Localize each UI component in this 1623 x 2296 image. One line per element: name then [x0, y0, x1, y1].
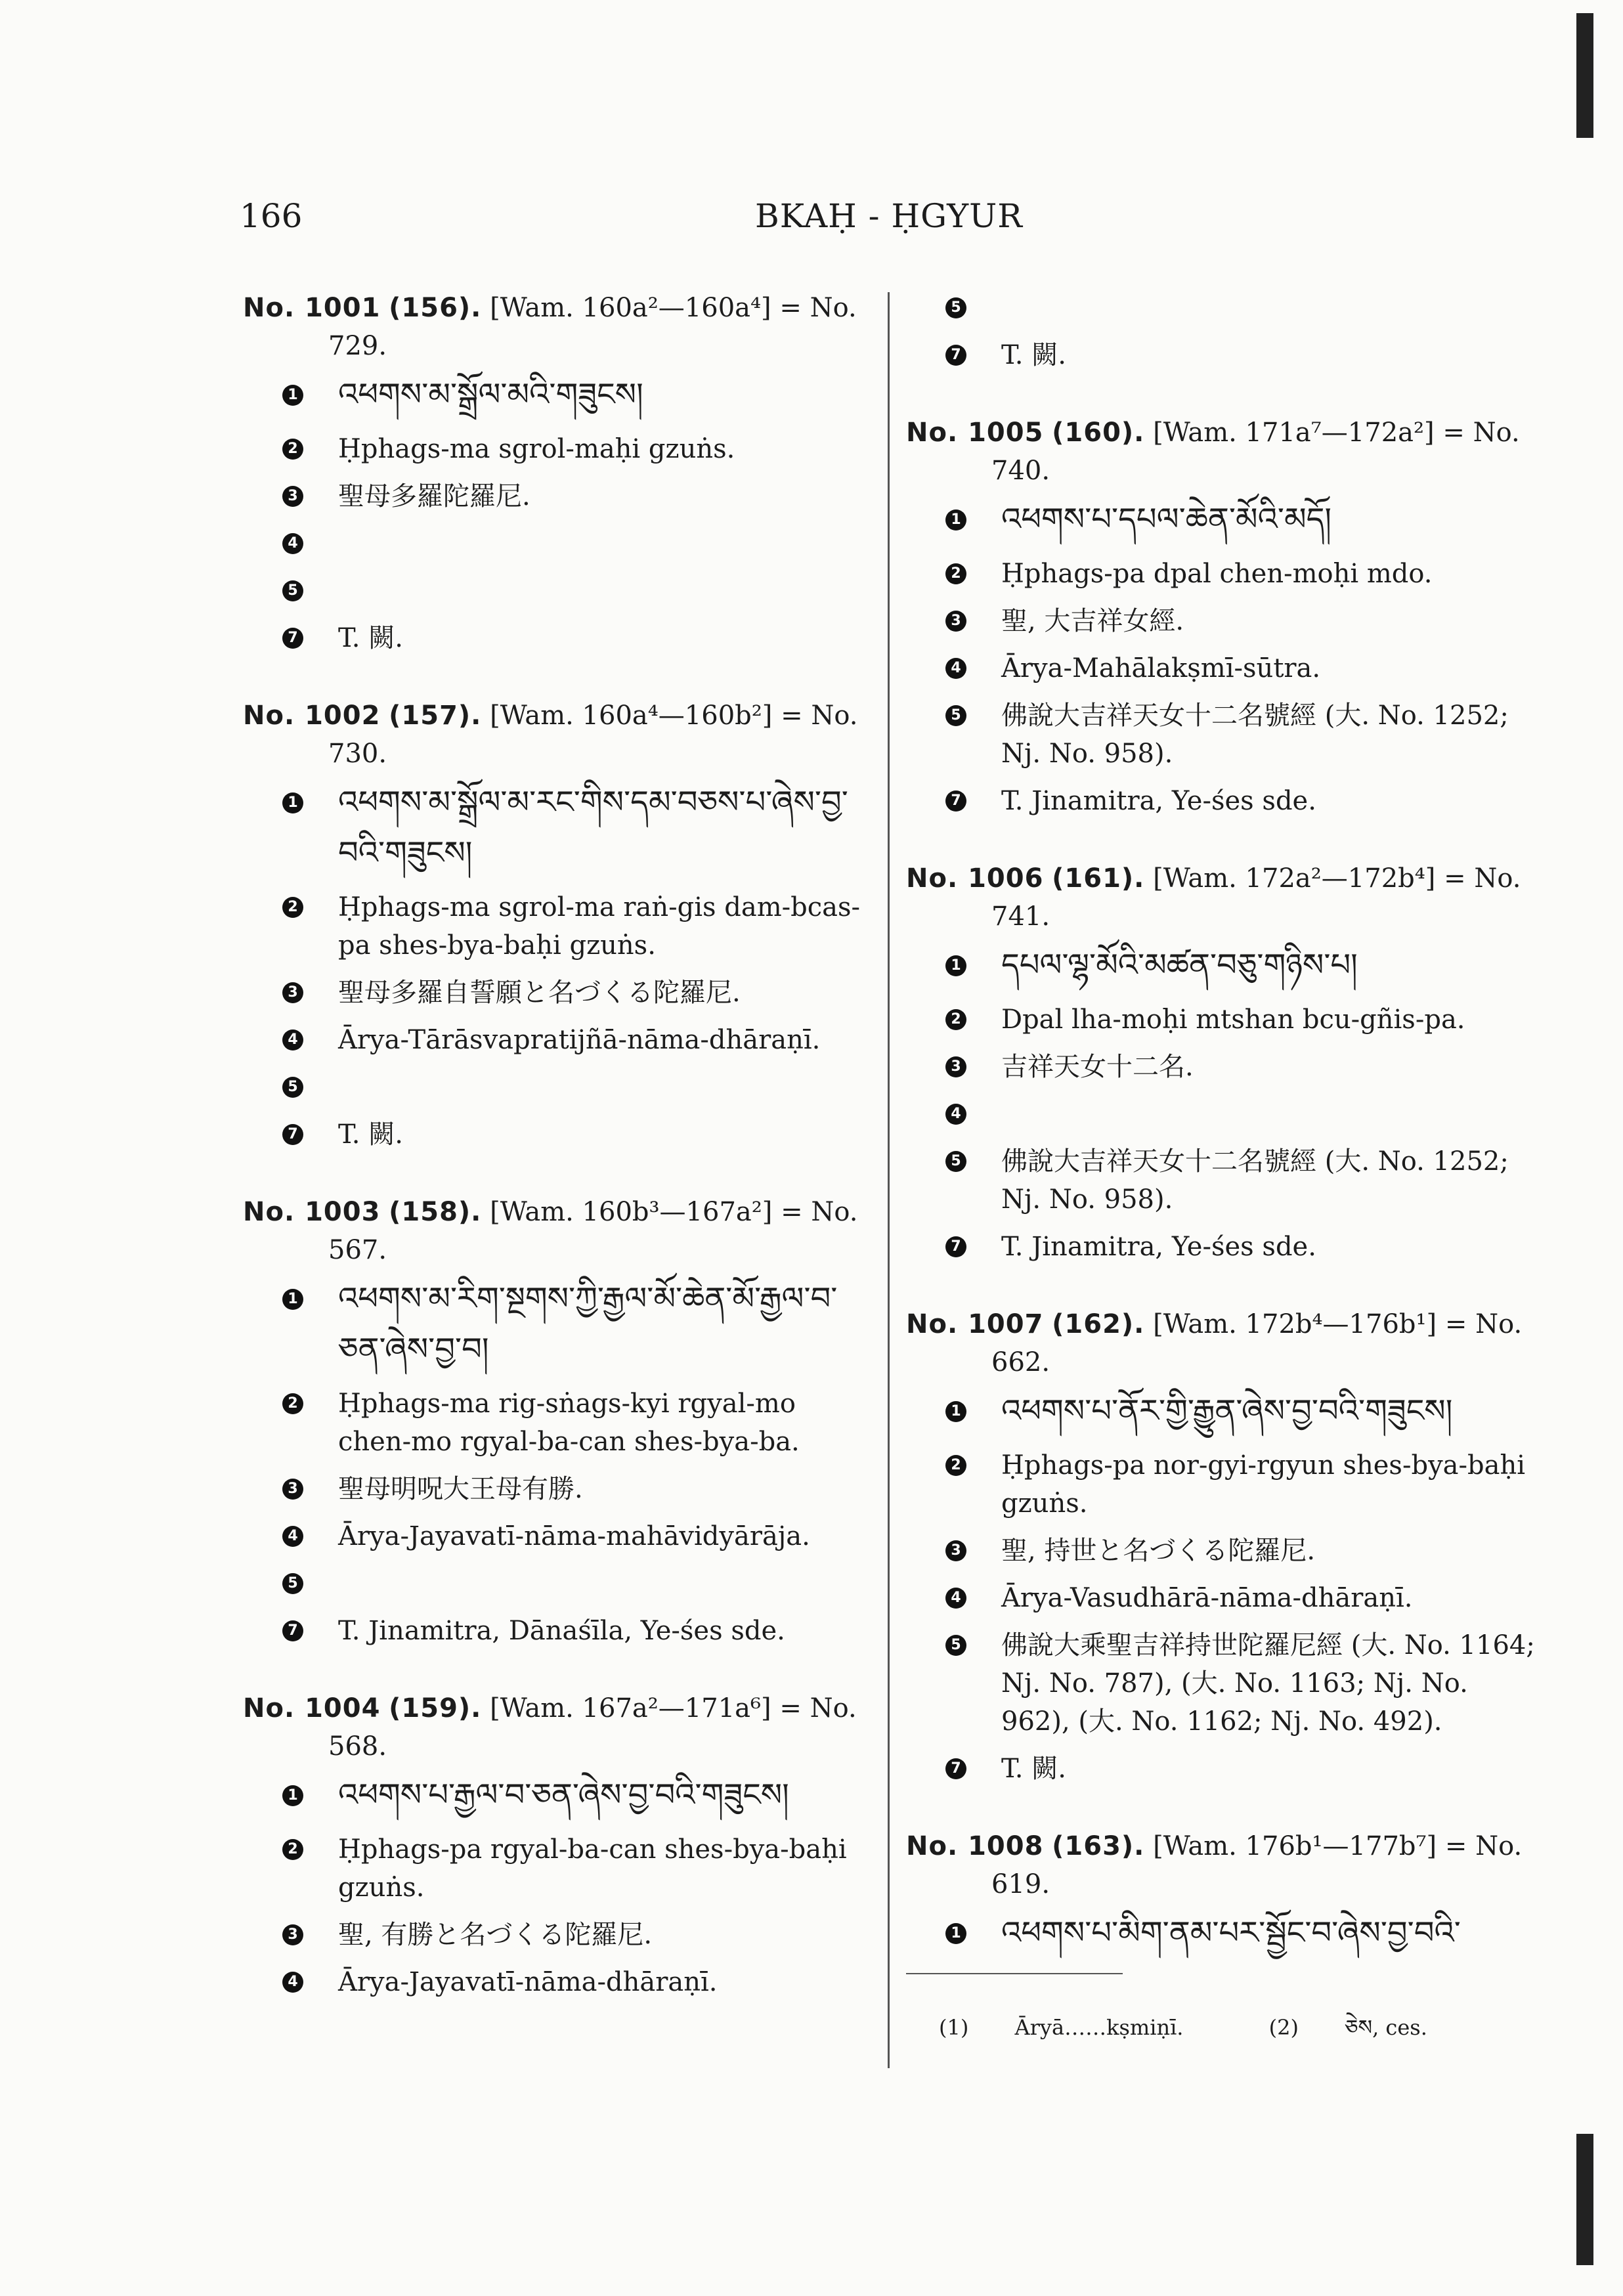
entry-number: No. 1006 [906, 863, 1044, 894]
tibetan-title: འཕགས་མ་རིག་སྔགས་ཀྱི་རྒྱལ་མོ་ཆེན་མོ་རྒྱལ་བ་ཅན་ཞེས་བྱ་བ། [338, 1280, 838, 1368]
field-text: Ḥphags-ma sgrol-ma raṅ-gis dam-bcas-pa shes-bya-baḥi gzuṅs. [338, 892, 861, 961]
field-text: 聖, 有勝と名づくる陀羅尼. [338, 1920, 653, 1950]
catalog-entry [906, 1305, 1540, 1788]
tibetan-title: དཔལ་ལྷ་མོའི་མཚན་བཅུ་གཉིས་པ། [1001, 947, 1358, 984]
field-number-marker: 5 [945, 1635, 966, 1656]
entry-number: No. 1005 [906, 418, 1044, 448]
catalog-entry [243, 289, 876, 657]
field-number-marker: 2 [945, 563, 966, 584]
entry-number: No. 1001 [243, 293, 381, 323]
entry-field [906, 1387, 1540, 1437]
entry-number: No. 1003 [243, 1197, 381, 1227]
catalog-entry [243, 1689, 876, 2001]
footnote-2: (2) ཅེས, ces. [1268, 2015, 1427, 2040]
catalog-entry [243, 697, 876, 1154]
footnote-1: (1) Āryā……kṣmiṇī. [939, 2015, 1184, 2040]
field-number-marker: 3 [282, 982, 303, 1003]
entry-heading [243, 1689, 876, 1765]
entry-field [243, 1385, 876, 1461]
entry-field [243, 1470, 876, 1508]
entry-reference: [Wam. 172b⁴—176b¹] = No. 662. [991, 1309, 1523, 1377]
field-number-marker: 5 [282, 1573, 303, 1594]
tibetan-title: འཕགས་མ་སྒྲོལ་མ་རང་གིས་དམ་བཅས་པ་ཞེས་བྱ་བའི་གཟུངས། [338, 784, 848, 871]
entry-field [906, 1909, 1540, 1959]
tibetan-title: འཕགས་པ་རྒྱལ་བ་ཅན་ཞེས་བྱ་བའི་གཟུངས། [338, 1777, 789, 1813]
entry-reference: [Wam. 172a²—172b⁴] = No. 741. [991, 863, 1521, 932]
field-number-marker: 1 [945, 1401, 966, 1422]
entry-subnumber: (158). [389, 1197, 482, 1227]
field-number-marker: 7 [945, 791, 966, 812]
field-number-marker: 2 [945, 1009, 966, 1030]
footnotes [939, 2012, 1506, 2043]
entry-field [243, 430, 876, 468]
entry-field [243, 1116, 876, 1154]
field-text: Ḥphags-pa rgyal-ba-can shes-bya-baḥi gzuṅs. [338, 1834, 847, 1903]
translator-line: T. Jinamitra, Dānaśīla, Ye-śes sde. [338, 1616, 785, 1646]
field-number-marker: 7 [282, 1620, 303, 1641]
scan-edge-mark [1576, 13, 1593, 138]
field-number-marker: 5 [282, 1077, 303, 1098]
entry-field [906, 697, 1540, 773]
catalog-entry [906, 859, 1540, 1266]
field-text: 吉祥天女十二名. [1001, 1052, 1194, 1082]
entry-reference: [Wam. 160b³—167a²] = No. 567. [328, 1197, 858, 1265]
field-text: Ārya-Tārāsvapratijñā-nāma-dhāraṇī. [338, 1025, 821, 1055]
entry-field [906, 1095, 1540, 1133]
entry-field [243, 1830, 876, 1907]
entry-field [243, 1565, 876, 1603]
entry-field [243, 370, 876, 421]
entry-field [243, 619, 876, 657]
field-text: Ārya-Vasudhārā-nāma-dhāraṇī. [1001, 1583, 1413, 1613]
field-text: 佛說大吉祥天女十二名號經 (大. No. 1252; Nj. No. 958). [1001, 701, 1509, 769]
entry-field [243, 477, 876, 515]
right-column [906, 289, 1540, 1999]
field-text: Dpal lha-moḥi mtshan bcu-gñis-pa. [1001, 1005, 1465, 1035]
field-number-marker: 5 [945, 1151, 966, 1172]
entry-field [906, 1626, 1540, 1741]
field-number-marker: 5 [945, 297, 966, 318]
entry-field [243, 572, 876, 610]
field-number-marker: 2 [282, 1839, 303, 1860]
entry-field [243, 1517, 876, 1555]
entry-heading [243, 697, 876, 773]
entry-subnumber: (161). [1052, 863, 1145, 894]
field-number-marker: 1 [282, 1785, 303, 1806]
entry-field [906, 602, 1540, 640]
translator-line: T. 闕. [338, 1119, 403, 1150]
catalog-entry [906, 414, 1540, 820]
field-number-marker: 7 [282, 628, 303, 649]
entry-subnumber: (162). [1052, 1309, 1145, 1339]
entry-reference: [Wam. 160a²—160a⁴] = No. 729. [328, 293, 857, 361]
column-divider [888, 292, 890, 2068]
entry-heading [906, 1827, 1540, 1903]
field-number-marker: 3 [282, 1479, 303, 1500]
entry-field [243, 1274, 876, 1375]
field-text: Ḥphags-ma rig-sṅags-kyi rgyal-mo chen-mo rgyal-ba-can shes-bya-ba. [338, 1389, 800, 1457]
translator-line: T. 闕. [338, 623, 403, 653]
scan-edge-mark [1576, 2134, 1593, 2265]
field-text: Ārya-Mahālakṣmī-sūtra. [1001, 653, 1321, 683]
entry-field [243, 1916, 876, 1954]
field-text: 聖, 持世と名づくる陀羅尼. [1001, 1536, 1316, 1566]
translator-line: T. 闕. [1001, 1754, 1066, 1784]
entry-field [906, 289, 1540, 327]
field-number-marker: 1 [282, 792, 303, 813]
entry-field [243, 1021, 876, 1059]
tibetan-title: འཕགས་པ་མིག་ནམ་པར་སྦྱོང་བ་ཞེས་བྱ་བའི་ [1001, 1915, 1461, 1951]
entry-field [243, 525, 876, 563]
entry-field [906, 1142, 1540, 1219]
field-number-marker: 2 [945, 1455, 966, 1476]
entry-reference: [Wam. 160a⁴—160b²] = No. 730. [328, 701, 858, 769]
field-number-marker: 2 [282, 897, 303, 918]
field-number-marker: 5 [282, 580, 303, 601]
field-text: Ārya-Jayavatī-nāma-dhāraṇī. [338, 1967, 718, 1997]
field-number-marker: 1 [945, 1923, 966, 1944]
translator-line: T. Jinamitra, Ye-śes sde. [1001, 1232, 1316, 1262]
entry-field [906, 941, 1540, 991]
entry-field [906, 1446, 1540, 1523]
entry-heading [243, 1193, 876, 1269]
entry-reference: [Wam. 167a²—171a⁶] = No. 568. [328, 1693, 857, 1762]
field-number-marker: 7 [282, 1124, 303, 1145]
field-text: 聖母多羅自誓願と名づくる陀羅尼. [338, 978, 741, 1008]
entry-subnumber: (157). [389, 701, 482, 731]
entry-field [243, 1771, 876, 1821]
field-number-marker: 4 [945, 658, 966, 679]
page-header [0, 197, 1623, 236]
entry-field [906, 649, 1540, 687]
field-number-marker: 3 [945, 611, 966, 632]
field-number-marker: 3 [282, 486, 303, 507]
catalog-entry [243, 1193, 876, 1650]
entry-subnumber: (156). [389, 293, 482, 323]
page-number: 166 [240, 197, 303, 235]
entry-subnumber: (159). [389, 1693, 482, 1723]
entry-field [906, 336, 1540, 374]
field-number-marker: 3 [945, 1056, 966, 1077]
entry-subnumber: (160). [1052, 418, 1145, 448]
field-text: Ārya-Jayavatī-nāma-mahāvidyārāja. [338, 1521, 810, 1551]
entry-field [243, 1068, 876, 1106]
field-text: 聖母多羅陀羅尼. [338, 481, 530, 511]
field-number-marker: 4 [282, 533, 303, 554]
entry-field [906, 1228, 1540, 1266]
tibetan-title: འཕགས་མ་སྒྲོལ་མའི་གཟུངས། [338, 376, 643, 413]
field-number-marker: 5 [945, 705, 966, 726]
entry-field [243, 1963, 876, 2001]
entry-subnumber: (163). [1052, 1831, 1145, 1861]
field-text: 聖母明呪大王母有勝. [338, 1474, 583, 1504]
field-number-marker: 4 [282, 1029, 303, 1051]
field-number-marker: 2 [282, 439, 303, 460]
catalog-entry [906, 1827, 1540, 1959]
entry-field [906, 495, 1540, 546]
running-title: BKAḤ - ḤGYUR [755, 197, 1023, 235]
field-text: Ḥphags-pa nor-gyi-rgyun shes-bya-baḥi gzuṅs. [1001, 1450, 1526, 1519]
entry-heading [906, 859, 1540, 936]
field-number-marker: 7 [945, 345, 966, 366]
left-column [243, 289, 876, 2041]
translator-line: T. Jinamitra, Ye-śes sde. [1001, 786, 1316, 816]
entry-field [243, 1612, 876, 1650]
field-text: 佛說大吉祥天女十二名號經 (大. No. 1252; Nj. No. 958). [1001, 1146, 1509, 1215]
entry-heading [906, 414, 1540, 490]
entry-heading [906, 1305, 1540, 1381]
entry-field [243, 888, 876, 964]
field-number-marker: 4 [945, 1588, 966, 1609]
entry-field [906, 782, 1540, 820]
footnote-rule [906, 1973, 1123, 1974]
field-number-marker: 4 [282, 1972, 303, 1993]
field-number-marker: 4 [945, 1104, 966, 1125]
entry-field [906, 555, 1540, 593]
entry-field [243, 778, 876, 879]
continued-entry [906, 289, 1540, 374]
entry-reference: [Wam. 171a⁷—172a²] = No. 740. [991, 418, 1520, 486]
field-number-marker: 7 [945, 1236, 966, 1257]
entry-reference: [Wam. 176b¹—177b⁷] = No. 619. [991, 1831, 1523, 1899]
field-text: Ḥphags-pa dpal chen-moḥi mdo. [1001, 559, 1433, 589]
field-number-marker: 3 [945, 1540, 966, 1561]
tibetan-title: འཕགས་པ་ནོར་གྱི་རྒྱུན་ཞེས་བྱ་བའི་གཟུངས། [1001, 1393, 1453, 1429]
entry-field [243, 974, 876, 1012]
entry-field [906, 1750, 1540, 1788]
field-number-marker: 1 [282, 1289, 303, 1310]
entry-heading [243, 289, 876, 365]
field-text: Ḥphags-ma sgrol-maḥi gzuṅs. [338, 434, 735, 464]
field-number-marker: 7 [945, 1758, 966, 1779]
entry-field [906, 1532, 1540, 1570]
field-number-marker: 4 [282, 1526, 303, 1547]
tibetan-title: འཕགས་པ་དཔལ་ཆེན་མོའི་མདོ། [1001, 501, 1332, 538]
entry-number: No. 1007 [906, 1309, 1044, 1339]
field-text: 佛說大乘聖吉祥持世陀羅尼經 (大. No. 1164; Nj. No. 787), (大. No. 1163; Nj. No. 962), (大. No. 1162; Nj. No. 492). [1001, 1630, 1535, 1737]
entry-number: No. 1004 [243, 1693, 381, 1723]
field-number-marker: 1 [945, 955, 966, 976]
entry-field [906, 1048, 1540, 1086]
field-number-marker: 1 [282, 385, 303, 406]
entry-number: No. 1008 [906, 1831, 1044, 1861]
translator-line: T. 闕. [1001, 340, 1066, 370]
entry-field [906, 1001, 1540, 1039]
entry-field [906, 1579, 1540, 1617]
field-number-marker: 2 [282, 1393, 303, 1414]
entry-number: No. 1002 [243, 701, 381, 731]
field-number-marker: 3 [282, 1924, 303, 1945]
field-text: 聖, 大吉祥女經. [1001, 606, 1184, 636]
field-number-marker: 1 [945, 509, 966, 531]
